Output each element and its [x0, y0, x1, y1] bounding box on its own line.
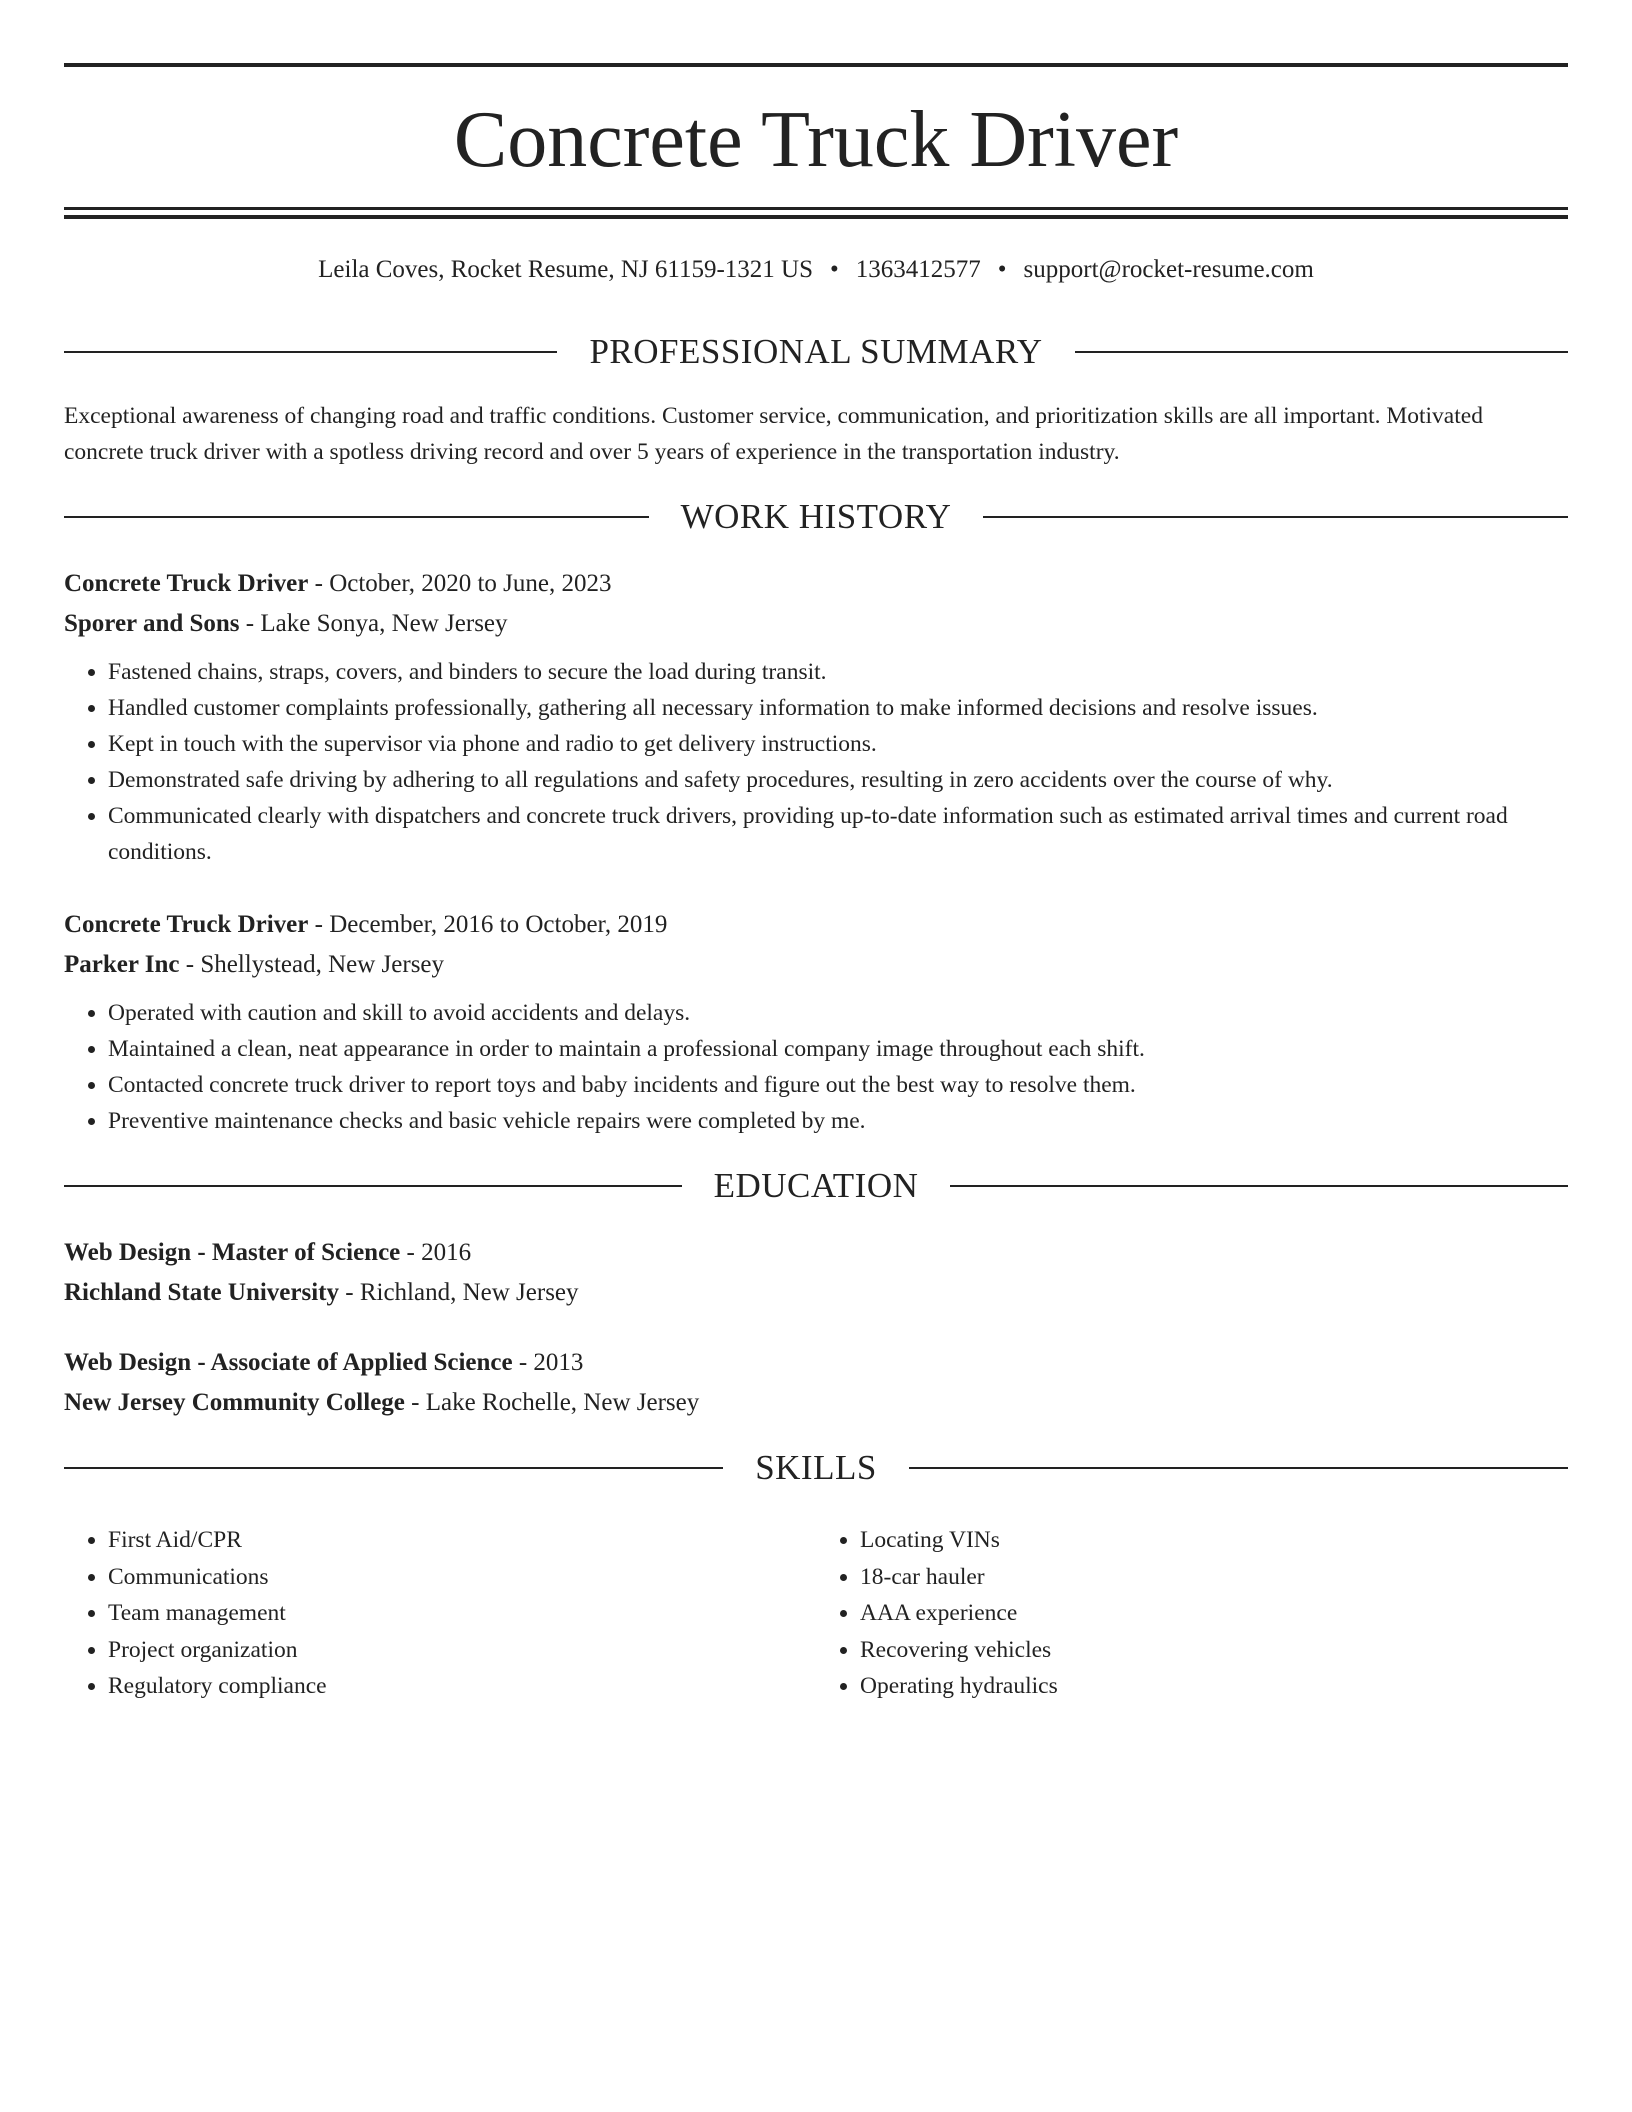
skills-list [64, 1522, 1568, 1705]
job-duty: • Fastened chains, straps, covers, and binders to secure the load during transit. [108, 654, 1568, 690]
job-title: Concrete Truck Driver [64, 570, 309, 597]
education-heading [64, 1164, 1568, 1208]
job-duty: • Operated with caution and skill to avoid accidents and delays. [108, 995, 1568, 1031]
degree: Web Design - Associate of Applied Science [64, 1349, 513, 1376]
job-title-line [64, 905, 1568, 945]
header-top-rule [64, 63, 1568, 67]
heading-rule [909, 1467, 1568, 1469]
heading-rule [64, 351, 557, 353]
skill-item: • Project organization [108, 1632, 816, 1669]
work-history-heading [64, 495, 1568, 539]
contact-phone: 1363412577 [855, 256, 981, 283]
contact-separator: • [830, 256, 839, 283]
job-duty: • Contacted concrete truck driver to report toys and baby incidents and figure out the best way to resolve them. [108, 1067, 1568, 1103]
section-title: SKILLS [755, 1448, 877, 1487]
school-location: - Richland, New Jersey [339, 1279, 579, 1306]
resume-title: Concrete Truck Driver [453, 96, 1179, 184]
section-title: WORK HISTORY [680, 497, 952, 536]
skill-item: • 18-car hauler [860, 1559, 1568, 1596]
degree-year: - 2013 [512, 1349, 584, 1376]
skill-item: • Communications [108, 1559, 816, 1596]
job-duties [64, 654, 1568, 870]
contact-line [64, 252, 1568, 288]
job-duty: • Kept in touch with the supervisor via phone and radio to get delivery instructions. [108, 726, 1568, 762]
job-entry [64, 905, 1568, 1139]
contact-email: support@rocket-resume.com [1023, 256, 1314, 283]
heading-rule [64, 1185, 682, 1187]
skill-item: • Locating VINs [860, 1522, 1568, 1559]
job-duty: • Communicated clearly with dispatchers and concrete truck drivers, providing up-to-date information such as estimated arrival times and current road conditions. [108, 798, 1568, 870]
job-company-line [64, 604, 1568, 644]
job-dates: - December, 2016 to October, 2019 [308, 911, 668, 938]
school: Richland State University [64, 1279, 339, 1306]
skill-item: • Recovering vehicles [860, 1632, 1568, 1669]
section-title: EDUCATION [713, 1166, 919, 1205]
skill-item: • Team management [108, 1595, 816, 1632]
skills-column-left [64, 1522, 816, 1705]
education-entry [64, 1343, 1568, 1423]
job-company-line [64, 945, 1568, 985]
heading-rule [64, 1467, 723, 1469]
header-divider-upper [64, 207, 1568, 210]
header-divider-lower [64, 215, 1568, 219]
contact-separator: • [997, 256, 1007, 283]
job-duties [64, 995, 1568, 1139]
skills-column-right [816, 1522, 1568, 1705]
heading-rule [64, 516, 649, 518]
degree-line [64, 1343, 1568, 1383]
job-duty: • Handled customer complaints professionally, gathering all necessary information to make informed decisions and resolve issues. [108, 690, 1568, 726]
skill-item: • First Aid/CPR [108, 1522, 816, 1559]
skills-heading [64, 1446, 1568, 1490]
job-title-line [64, 564, 1568, 604]
contact-address: Leila Coves, Rocket Resume, NJ 61159-1321 US [318, 256, 814, 283]
section-title: PROFESSIONAL SUMMARY [589, 332, 1043, 371]
summary-heading [64, 330, 1568, 374]
skill-item: • AAA experience [860, 1595, 1568, 1632]
job-company: Sporer and Sons [64, 610, 240, 637]
heading-rule [1075, 351, 1568, 353]
job-duty: • Maintained a clean, neat appearance in order to maintain a professional company image throughout each shift. [108, 1031, 1568, 1067]
skill-item: • Operating hydraulics [860, 1668, 1568, 1705]
heading-rule [983, 516, 1568, 518]
job-duty: • Demonstrated safe driving by adhering to all regulations and safety procedures, resulting in zero accidents over the course of why. [108, 762, 1568, 798]
school-location: - Lake Rochelle, New Jersey [404, 1389, 700, 1416]
school: New Jersey Community College [64, 1389, 405, 1416]
job-duty: • Preventive maintenance checks and basic vehicle repairs were completed by me. [108, 1103, 1568, 1139]
school-line [64, 1383, 1568, 1423]
degree: Web Design - Master of Science [64, 1239, 401, 1266]
job-entry [64, 564, 1568, 870]
education-entry [64, 1233, 1568, 1313]
job-location: - Shellystead, New Jersey [179, 951, 445, 978]
job-company: Parker Inc [64, 951, 180, 978]
summary-text: Exceptional awareness of changing road and traffic conditions. Customer service, communication, and prioritization skills are all important. Motivated concrete truck driver with a spotless driving record and over 5 years of experience in the transportation industry. [64, 403, 1483, 465]
job-title: Concrete Truck Driver [64, 911, 309, 938]
job-location: - Lake Sonya, New Jersey [239, 610, 508, 637]
degree-line [64, 1233, 1568, 1273]
job-dates: - October, 2020 to June, 2023 [308, 570, 612, 597]
skill-item: • Regulatory compliance [108, 1668, 816, 1705]
degree-year: - 2016 [400, 1239, 472, 1266]
heading-rule [950, 1185, 1568, 1187]
school-line [64, 1273, 1568, 1313]
